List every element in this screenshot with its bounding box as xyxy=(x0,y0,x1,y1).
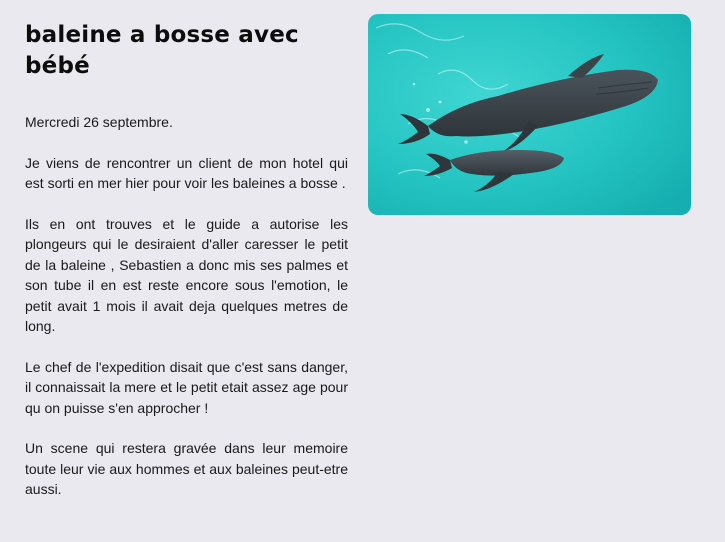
post-paragraph-2: Ils en ont trouves et le guide a autorise les plongeurs qui le desiraient d'aller caresser le petit de la baleine , Sebastien a donc mis ses palmes et son tube il en est reste encore sous l'emotion, le petit avait 1 mois il avait deja quelques metres de long. xyxy=(25,216,348,335)
post-title: baleine a bosse avec bébé xyxy=(25,22,299,79)
post-paragraph-3: Le chef de l'expedition disait que c'est sans danger, il connaissait la mere et le petit etait assez age pour qu on puisse s'en approcher ! xyxy=(25,358,348,416)
whale-photo[interactable] xyxy=(368,14,691,215)
post-body xyxy=(25,112,348,520)
post-paragraph-1: Je viens de rencontrer un client de mon hotel qui est sorti en mer hier pour voir les baleines a bosse . xyxy=(25,154,348,192)
post-date: Mercredi 26 septembre. xyxy=(25,114,173,130)
whale-photo-illustration xyxy=(368,14,691,215)
post-paragraph-4: Un scene qui restera gravée dans leur memoire toute leur vie aux hommes et aux baleines peut-etre aussi. xyxy=(25,440,348,498)
